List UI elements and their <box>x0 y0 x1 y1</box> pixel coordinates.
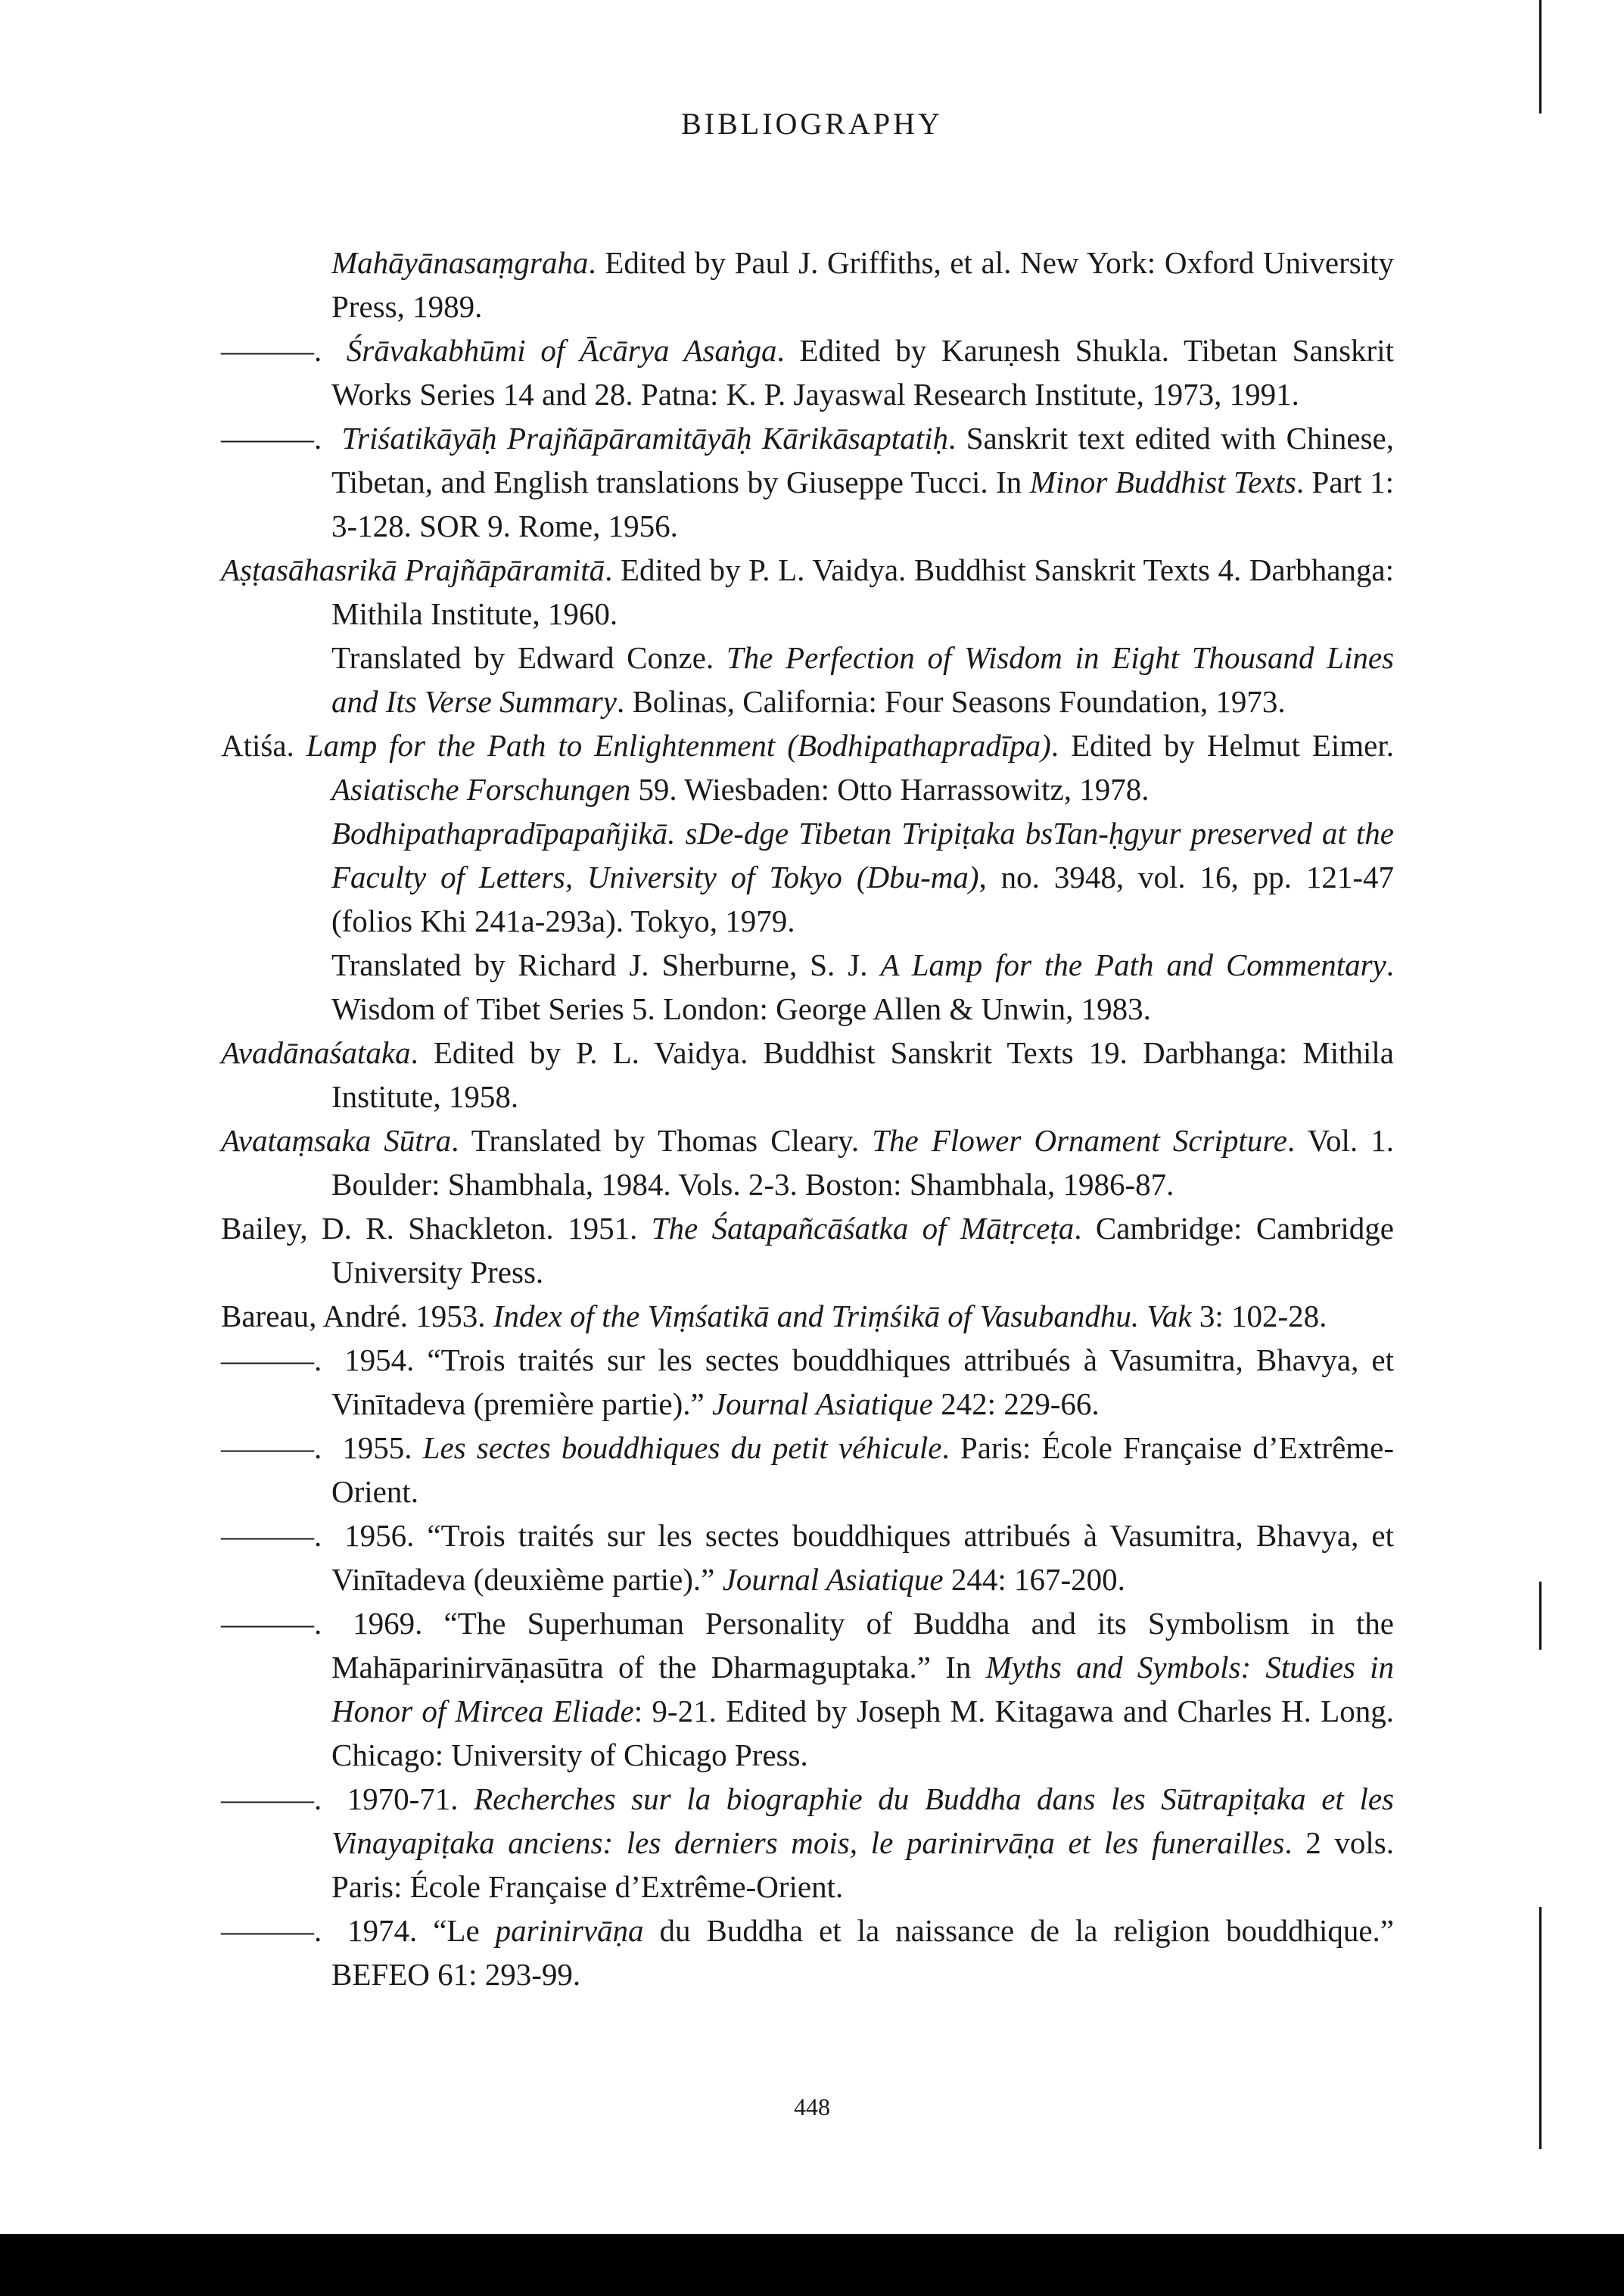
bibliography-entry: Avadānaśataka. Edited by P. L. Vaidya. Buddhist Sanskrit Texts 19. Darbhanga: Mithila Institute, 1958. <box>221 1035 1394 1114</box>
bibliography-entry: Bareau, André. 1953. Index of the Viṃśatikā and Triṃśikā of Vasubandhu. Vak 3: 102-28. <box>221 1299 1327 1333</box>
bibliography-entry <box>221 1426 1394 1514</box>
ditto-dash: ———. <box>221 1518 322 1553</box>
running-header: BIBLIOGRAPHY <box>681 107 943 141</box>
entry-text: 1969. “The Superhuman Personality of Buddha and its Symbolism in the Mahāparinirvāṇasūtra of the Dharmaguptaka.” In Myths and Symbols: Studies in Honor of Mircea Eliade: 9-21. Edited by Joseph M. Kitagawa and Charles H. Long. Chicago: University of Chicago Press. <box>331 1606 1394 1772</box>
page-number: 448 <box>794 2093 830 2120</box>
entry-text: 1970-71. Recherches sur la biographie du Buddha dans les Sūtrapiṭaka et les Vinayapiṭaka anciens: les derniers mois, le parinirvāṇa et les funerailles. 2 vols. Paris: École Française d’Extrême-Orient. <box>331 1781 1394 1904</box>
ditto-dash: ———. <box>221 1781 322 1816</box>
bibliography-entry: Translated by Edward Conze. The Perfection of Wisdom in Eight Thousand Lines and Its Verse Summary. Bolinas, California: Four Seasons Foundation, 1973. <box>331 640 1394 719</box>
bibliography-entry: Bailey, D. R. Shackleton. 1951. The Śatapañcāśatka of Mātṛceṭa. Cambridge: Cambridge University Press. <box>221 1211 1395 1290</box>
bibliography-entry <box>221 1601 1394 1777</box>
bibliography-entry: Bodhipathapradīpapañjikā. sDe-dge Tibetan Tripiṭaka bsTan-ḥgyur preserved at the Faculty of Letters, University of Tokyo (Dbu-ma), no. 3948, vol. 16, pp. 121-47 (folios Khi 241a-293a). Tokyo, 1979. <box>331 816 1394 938</box>
ditto-dash: ———. <box>221 1430 322 1465</box>
bibliography-entry <box>221 328 1394 416</box>
scan-edge-line-top <box>1539 0 1542 114</box>
entry-text: 1955. Les sectes bouddhiques du petit véhicule. Paris: École Française d’Extrême-Orient. <box>331 1430 1395 1509</box>
scan-edge-line-middle <box>1539 1582 1542 1650</box>
ditto-dash: ———. <box>221 1913 322 1948</box>
ditto-dash: ———. <box>221 1606 322 1641</box>
bibliography-entry <box>221 1514 1394 1601</box>
bibliography-entry: Mahāyānasaṃgraha. Edited by Paul J. Griffiths, et al. New York: Oxford University Press, 1989. <box>331 245 1394 324</box>
bibliography-entry <box>221 1338 1394 1426</box>
bibliography-entries <box>221 241 1394 1996</box>
entry-text: 1956. “Trois traités sur les sectes bouddhiques attribués à Vasumitra, Bhavya, et Vinītadeva (deuxième partie).” Journal Asiatique 244: 167-200. <box>331 1518 1394 1597</box>
bibliography-entry: Aṣṭasāhasrikā Prajñāpāramitā. Edited by P. L. Vaidya. Buddhist Sanskrit Texts 4. Darbhanga: Mithila Institute, 1960. <box>221 552 1394 631</box>
entry-text: 1954. “Trois traités sur les sectes bouddhiques attribués à Vasumitra, Bhavya, et Vinītadeva (première partie).” Journal Asiatique 242: 229-66. <box>331 1342 1394 1421</box>
ditto-dash: ———. <box>221 421 322 456</box>
entry-text: Triśatikāyāḥ Prajñāpāramitāyāḥ Kārikāsaptatiḥ. Sanskrit text edited with Chinese, Tibetan, and English translations by Giuseppe Tucci. In Minor Buddhist Texts. Part 1: 3-128. SOR 9. Rome, 1956. <box>331 421 1395 543</box>
bibliography-entry: Atiśa. Lamp for the Path to Enlightenment (Bodhipathapradīpa). Edited by Helmut Eimer. Asiatische Forschungen 59. Wiesbaden: Otto Harrassowitz, 1978. <box>221 728 1394 807</box>
bibliography-entry <box>221 416 1394 548</box>
entry-text: 1974. “Le parinirvāṇa du Buddha et la naissance de la religion bouddhique.” BEFEO 61: 293-99. <box>331 1913 1394 1992</box>
bibliography-entry: Translated by Richard J. Sherburne, S. J. A Lamp for the Path and Commentary. Wisdom of Tibet Series 5. London: George Allen & Unwin, 1983. <box>331 947 1394 1026</box>
ditto-dash: ———. <box>221 1342 322 1377</box>
bibliography-entry <box>221 1777 1394 1909</box>
bibliography-entry: Avataṃsaka Sūtra. Translated by Thomas Cleary. The Flower Ornament Scripture. Vol. 1. Boulder: Shambhala, 1984. Vols. 2-3. Boston: Shambhala, 1986-87. <box>221 1123 1394 1202</box>
scan-edge-line-bottom <box>1539 1907 1542 2149</box>
scan-bottom-border <box>0 2234 1624 2296</box>
ditto-dash: ———. <box>221 333 322 368</box>
bibliography-entry <box>221 1909 1394 1996</box>
entry-text: Śrāvakabhūmi of Ācārya Asaṅga. Edited by Karuṇesh Shukla. Tibetan Sanskrit Works Series 14 and 28. Patna: K. P. Jayaswal Research Institute, 1973, 1991. <box>331 333 1394 412</box>
